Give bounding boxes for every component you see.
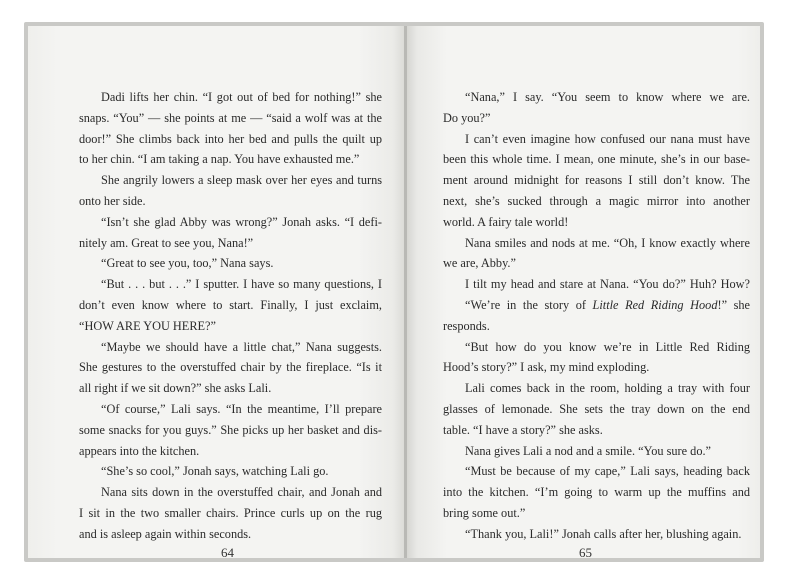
- text-line: ment around midnight for reasons I still don’t know. The: [443, 173, 750, 188]
- left-page: [28, 26, 405, 558]
- text-line: some snacks for you guys.” She picks up her basket and dis-: [79, 422, 382, 437]
- text-line: bring some out.”: [443, 505, 526, 520]
- text-line: world. A fairy tale world!: [443, 214, 569, 229]
- text-line: Do you?”: [443, 110, 491, 125]
- text-line: “Great to see you, too,” Nana says.: [101, 256, 274, 271]
- text-line: door!” She climbs back into her bed and pulls the quilt up: [79, 131, 382, 146]
- text-line: into the kitchen. “I’m going to warm up the muffins and: [443, 485, 750, 500]
- right-page-number: 65: [579, 545, 592, 560]
- text-line: Nana sits down in the overstuffed chair, and Jonah and: [101, 485, 382, 500]
- text-line: and is asleep again within seconds.: [79, 526, 252, 541]
- left-page-number: 64: [221, 545, 234, 560]
- text-line: “We’re in the story of Little Red Riding Hood!” she: [465, 297, 751, 312]
- left-page-text: [79, 87, 382, 545]
- text-line: Nana gives Lali a nod and a smile. “You sure do.”: [465, 443, 711, 458]
- text-line: “Thank you, Lali!” Jonah calls after her, blushing again.: [465, 526, 742, 541]
- text-line: snaps. “You” — she points at me — “said a wolf was at the: [79, 110, 382, 125]
- text-line: table. “I have a story?” she asks.: [443, 422, 603, 437]
- text-line: “Of course,” Lali says. “In the meantime, I’ll prepare: [101, 401, 382, 416]
- text-line: “She’s so cool,” Jonah says, watching Lali go.: [101, 464, 329, 479]
- text-line: don’t even know where to start. Finally, I just exclaim,: [79, 297, 382, 312]
- text-line: Lali comes back in the room, holding a tray with four: [465, 381, 750, 396]
- text-line: “HOW ARE YOU HERE?”: [79, 318, 216, 333]
- text-line: appears into the kitchen.: [79, 443, 200, 458]
- text-line: I tilt my head and stare at Nana. “You do?” Huh? How?: [465, 277, 750, 292]
- text-line: responds.: [443, 318, 490, 333]
- right-page: [407, 26, 760, 558]
- text-line: Nana smiles and nods at me. “Oh, I know exactly where: [465, 235, 750, 250]
- text-line: “Nana,” I say. “You seem to know where we are.: [465, 90, 750, 104]
- text-line: glasses of lemonade. She sets the tray down on the end: [443, 401, 750, 416]
- text-line: “Must be because of my cape,” Lali says, heading back: [465, 464, 750, 479]
- text-line: She gestures to the overstuffed chair by the fireplace. “Is it: [79, 360, 382, 375]
- text-line: nitely am. Great to see you, Nana!”: [79, 235, 254, 250]
- text-line: Hood’s story?” I ask, my mind exploding.: [443, 360, 650, 375]
- text-line: She angrily lowers a sleep mask over her eyes and turns: [101, 173, 382, 188]
- text-line: we are, Abby.”: [443, 256, 516, 271]
- text-line: I can’t even imagine how confused our nana must have: [465, 131, 750, 146]
- text-line: “But how do you know we’re in Little Red Riding: [465, 339, 750, 354]
- text-line: “Maybe we should have a little chat,” Nana suggests.: [101, 339, 382, 354]
- text-line: to her chin. “I am taking a nap. You have exhausted me.”: [79, 152, 360, 167]
- right-page-text: [443, 87, 750, 545]
- text-line: I sit in the two smaller chairs. Prince curls up on the rug: [79, 505, 382, 520]
- text-line: “But . . . but . . .” I sputter. I have so many questions, I: [101, 277, 382, 292]
- text-line: been this whole time. I mean, one minute, she’s in our base-: [443, 152, 750, 167]
- text-line: Dadi lifts her chin. “I got out of bed for nothing!” she: [101, 90, 382, 104]
- text-line: all right if we sit down?” she asks Lali.: [79, 381, 272, 396]
- text-line: “Isn’t she glad Abby was wrong?” Jonah asks. “I defi-: [101, 214, 382, 229]
- text-line: next, she’s sucked through a magic mirror into another: [443, 193, 750, 208]
- text-line: onto her side.: [79, 193, 146, 208]
